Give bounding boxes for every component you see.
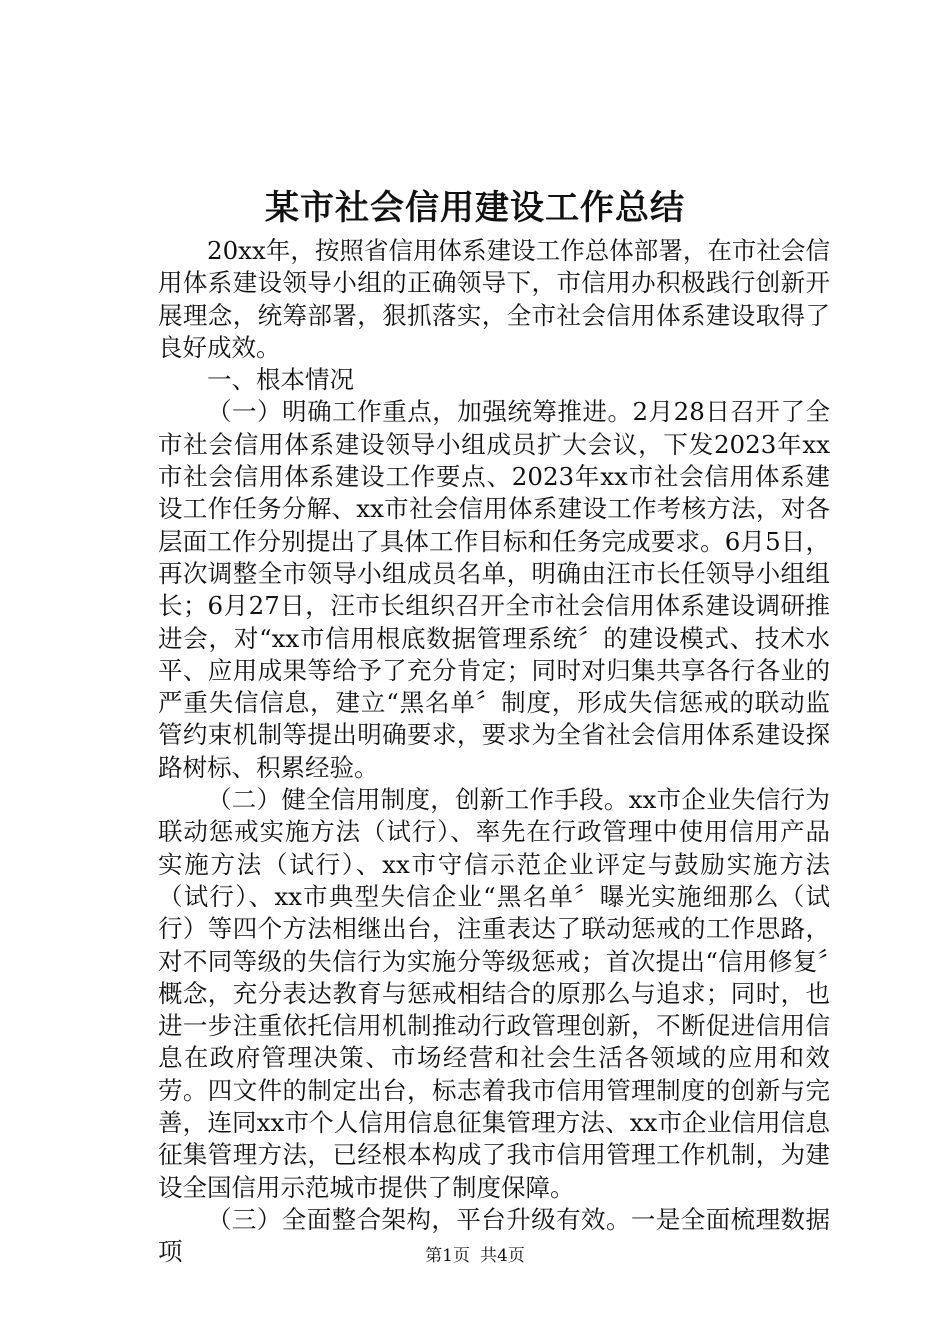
section-heading-basic-situation: 一、根本情况	[207, 365, 354, 395]
page-total: 共4页	[480, 1246, 525, 1266]
paragraph-intro: 20xx年，按照省信用体系建设工作总体部署，在市社会信用体系建设领导小组的正确领导下，市信用办积极践行创新开展理念，统筹部署，狠抓落实，全市社会信用体系建设取得了良好成效。	[158, 236, 830, 362]
page-number: 第1页	[425, 1246, 470, 1266]
paragraph-credit-system: （二）健全信用制度，创新工作手段。xx市企业失信行为联动惩戒实施方法（试行）、率先在行政管理中使用信用产品实施方法（试行）、xx市守信示范企业评定与鼓励实施方法（试行）、xx市典型失信企业“黑名单〞曝光实施细那么（试行）等四个方法相继出台，注重表达了联动惩戒的工作思路，对不同等级的失信行为实施分等级惩戒；首次提出“信用修复〞概念，充分表达教育与惩戒相结合的原那么与追求；同时，也进一步注重依托信用机制推动行政管理创新，不断促进信用信息在政府管理决策、市场经营和社会生活各领域的应用和效劳。四文件的制定出台，标志着我市信用管理制度的创新与完善，连同xx市个人信用信息征集管理方法、xx市企业信用信息征集管理方法，已经根本构成了我市信用管理工作机制，为建设全国信用示范城市提供了制度保障。	[158, 785, 830, 1202]
document-title: 某市社会信用建设工作总结	[265, 188, 685, 228]
paragraph-platform-upgrade: （三）全面整合架构，平台升级有效。一是全面梳理数据项	[158, 1204, 830, 1267]
page-footer	[0, 1245, 950, 1267]
paragraph-work-focus: （一）明确工作重点，加强统筹推进。2月28日召开了全市社会信用体系建设领导小组成员扩大会议，下发2023年xx市社会信用体系建设工作要点、2023年xx市社会信用体系建设工作任务分解、xx市社会信用体系建设工作考核方法，对各层面工作分别提出了具体工作目标和任务完成要求。6月5日，再次调整全市领导小组成员名单，明确由汪市长任领导小组组长；6月27日，汪市长组织召开全市社会信用体系建设调研推进会，对“xx市信用根底数据管理系统〞的建设模式、技术水平、应用成果等给予了充分肯定；同时对归集共享各行各业的严重失信信息，建立“黑名单〞制度，形成失信惩戒的联动监管约束机制等提出明确要求，要求为全省社会信用体系建设探路树标、积累经验。	[158, 397, 830, 782]
document-body	[158, 235, 830, 1269]
